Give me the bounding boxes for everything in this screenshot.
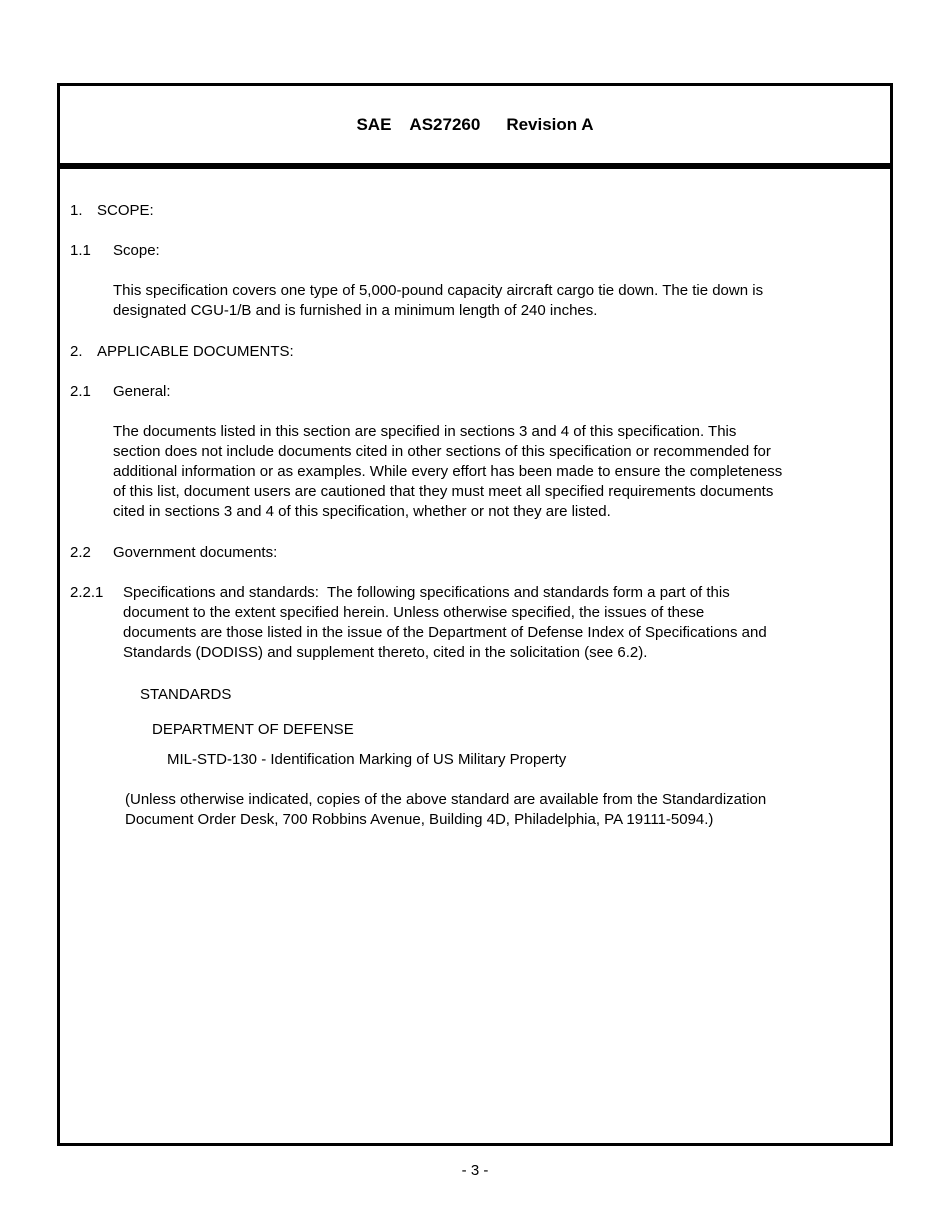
document-title (356, 115, 593, 135)
section-title: Government documents: (113, 544, 278, 561)
title-spec-number: AS27260 (409, 114, 481, 134)
text-line: The documents listed in this section are specified in sections 3 and 4 of this specification. This (113, 423, 737, 440)
text-line: This specification covers one type of 5,000-pound capacity aircraft cargo tie down. The tie down is (113, 282, 764, 299)
paragraph-scope-body (113, 281, 872, 321)
page-number: - 3 - (461, 1162, 489, 1179)
paragraph-specs-standards-body (123, 583, 767, 663)
document-header (57, 83, 893, 166)
text-line: (Unless otherwise indicated, copies of the above standard are available from the Standardization (125, 791, 767, 808)
text-line: of this list, document users are cautioned that they must meet all specified requirements documents (113, 483, 774, 500)
paragraph-general-body (113, 422, 872, 522)
section-2-2-heading (70, 543, 872, 563)
section-number: 1.1 (70, 242, 91, 259)
text-line: Standards (DODISS) and supplement thereto, cited in the solicitation (see 6.2). (123, 644, 648, 661)
title-revision-text: Revision A (506, 114, 594, 134)
section-1-heading (70, 201, 872, 221)
text-line: additional information or as examples. While every effort has been made to ensure the completeness (113, 463, 783, 480)
text-line: Specifications and standards: The following specifications and standards form a part of this (123, 584, 730, 601)
section-title: SCOPE: (97, 202, 154, 219)
text-line: cited in sections 3 and 4 of this specification, whether or not they are listed. (113, 503, 611, 520)
section-number: 2.2 (70, 544, 91, 561)
section-number: 2.1 (70, 383, 91, 400)
section-1-1-heading (70, 241, 872, 261)
section-2-1-heading (70, 382, 872, 402)
title-org-text: SAE (356, 114, 392, 134)
section-number: 2.2.1 (70, 584, 104, 601)
text-line: document to the extent specified herein. Unless otherwise specified, the issues of these (123, 604, 705, 621)
availability-note (125, 790, 872, 830)
text-line: documents are those listed in the issue of the Department of Defense Index of Specifications and (123, 624, 767, 641)
department-of-defense-heading: DEPARTMENT OF DEFENSE (152, 721, 354, 738)
section-number: 2. (70, 343, 83, 360)
section-number: 1. (70, 202, 83, 219)
text-line: section does not include documents cited in other sections of this specification or recommended for (113, 443, 771, 460)
standards-heading: STANDARDS (140, 686, 232, 703)
section-title: APPLICABLE DOCUMENTS: (97, 343, 294, 360)
document-body (57, 166, 893, 1146)
section-title: Scope: (113, 242, 160, 259)
section-2-heading (70, 342, 872, 362)
mil-std-130-item: MIL-STD-130 - Identification Marking of US Military Property (167, 751, 567, 768)
text-line: Document Order Desk, 700 Robbins Avenue, Building 4D, Philadelphia, PA 19111-5094.) (125, 811, 714, 828)
section-title: General: (113, 383, 171, 400)
section-2-2-1-paragraph (70, 583, 872, 663)
text-line: designated CGU-1/B and is furnished in a minimum length of 240 inches. (113, 302, 598, 319)
